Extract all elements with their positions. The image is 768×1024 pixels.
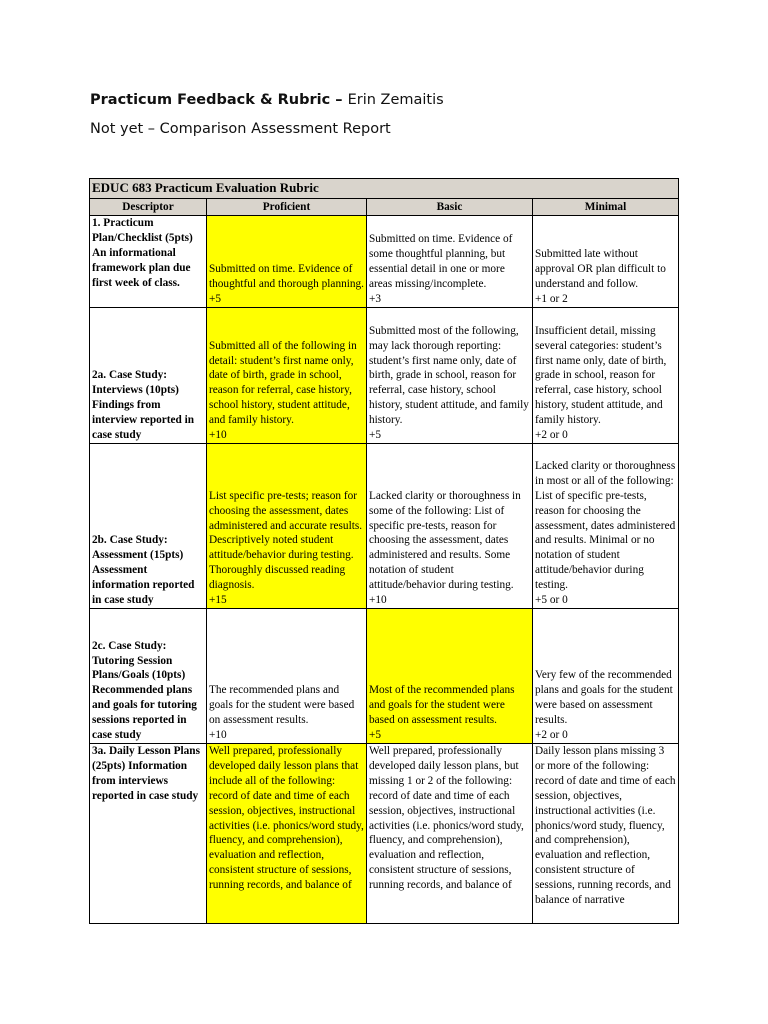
cell-text: Submitted most of the following, may lack thorough reporting: student’s first name only, date of birth, grade in school, reason for referral, case history, school history, student attitude, and family history.	[369, 324, 529, 427]
rubric-table	[89, 178, 679, 924]
cell-text: Well prepared, professionally developed daily lesson plans that include all of the following: record of date and time of each session, objectives, instructional activities (i.e. phonics/word study, fluency, and comprehension), evaluation and reflection, consistent structure of sessions, running records, and balance of	[209, 745, 364, 892]
cell-text: Submitted on time. Evidence of some thoughtful planning, but essential detail in one or more areas missing/incomplete.	[369, 233, 513, 291]
proficient-cell	[207, 308, 367, 444]
cell-text: List specific pre-tests; reason for choosing the assessment, dates administered and accurate results. Descriptively noted student attitude/behavior during testing. Thoroughly discussed reading diagnosis.	[209, 489, 363, 592]
table-row	[90, 216, 679, 308]
cell-text: Very few of the recommended plans and goals for the student were based on assessment results.	[535, 669, 673, 727]
cell-text: Submitted all of the following in detail: student’s first name only, date of birth, grade in school, reason for referral, case history, school history, student attitude, and family history.	[209, 339, 357, 427]
cell-score: +10	[209, 729, 227, 742]
basic-cell	[367, 444, 533, 609]
minimal-cell	[533, 216, 679, 308]
rubric-title: EDUC 683 Practicum Evaluation Rubric	[90, 179, 679, 199]
basic-cell	[367, 308, 533, 444]
minimal-cell	[533, 744, 679, 924]
table-row	[90, 609, 679, 744]
cell-score: +5	[369, 429, 382, 442]
cell-score: +5 or 0	[535, 594, 568, 607]
cell-score: +15	[209, 594, 227, 607]
cell-score: +1 or 2	[535, 293, 568, 306]
basic-cell	[367, 744, 533, 924]
cell-text: Lacked clarity or thoroughness in some of the following: List of specific pre-tests, reason for choosing the assessment, dates administered and results. Some notation of student attitude/behavior during testing.	[369, 489, 521, 592]
cell-score: +10	[369, 594, 387, 607]
cell-text: Daily lesson plans missing 3 or more of the following: record of date and time of each session, objectives, instructional activities (i.e. phonics/word study, fluency, and comprehension), evaluation and reflection, consistent structure of sessions, running records, and balance of narrative	[535, 745, 676, 907]
cell-score: +5	[369, 729, 382, 742]
column-header-proficient: Proficient	[207, 199, 367, 216]
cell-score: +10	[209, 429, 227, 442]
minimal-cell	[533, 308, 679, 444]
cell-score: +2 or 0	[535, 429, 568, 442]
cell-text: Insufficient detail, missing several categories: student’s first name only, date of birth, grade in school, reason for referral, case history, school history, student attitude, and family history.	[535, 324, 667, 427]
page-title	[90, 92, 444, 108]
descriptor-cell: 3a. Daily Lesson Plans (25pts) Information from interviews reported in case study	[90, 744, 207, 924]
page-subtitle: Not yet – Comparison Assessment Report	[90, 121, 391, 137]
cell-score: +5	[209, 293, 222, 306]
descriptor-cell: 2b. Case Study: Assessment (15pts) Assessment information reported in case study	[90, 444, 207, 609]
column-header-descriptor: Descriptor	[90, 199, 207, 216]
column-header-basic: Basic	[367, 199, 533, 216]
table-row	[90, 308, 679, 444]
descriptor-cell: 2a. Case Study: Interviews (10pts) Findings from interview reported in case study	[90, 308, 207, 444]
cell-text: Well prepared, professionally developed daily lesson plans, but missing 1 or 2 of the following: record of date and time of each session, objectives, instructional activities (i.e. phonics/word study, fluency, and comprehension), evaluation and reflection, consistent structure of sessions, running records, and balance of	[369, 745, 524, 892]
minimal-cell	[533, 444, 679, 609]
descriptor-cell: 2c. Case Study: Tutoring Session Plans/Goals (10pts) Recommended plans and goals for tutoring sessions reported in case study	[90, 609, 207, 744]
proficient-cell	[207, 744, 367, 924]
page-title-label: Practicum Feedback & Rubric –	[90, 92, 348, 108]
cell-text: The recommended plans and goals for the student were based on assessment results.	[209, 684, 355, 727]
descriptor-cell: 1. Practicum Plan/Checklist (5pts) An informational framework plan due first week of class.	[90, 216, 207, 308]
cell-text: Submitted on time. Evidence of thoughtful and thorough planning.	[209, 263, 365, 291]
basic-cell	[367, 609, 533, 744]
cell-text: Lacked clarity or thoroughness in most or all of the following: List of specific pre-tests, reason for choosing the assessment, dates administered and results. Minimal or no notation of student attitude/behavior during testing.	[535, 459, 676, 592]
table-row	[90, 744, 679, 924]
cell-text: Most of the recommended plans and goals for the student were based on assessment results.	[369, 684, 515, 727]
cell-text: Submitted late without approval OR plan difficult to understand and follow.	[535, 248, 666, 291]
proficient-cell	[207, 444, 367, 609]
cell-score: +3	[369, 293, 382, 306]
table-row	[90, 444, 679, 609]
cell-score: +2 or 0	[535, 729, 568, 742]
basic-cell	[367, 216, 533, 308]
student-name: Erin Zemaitis	[347, 92, 444, 108]
proficient-cell	[207, 609, 367, 744]
rubric-header-row	[90, 199, 679, 216]
minimal-cell	[533, 609, 679, 744]
column-header-minimal: Minimal	[533, 199, 679, 216]
proficient-cell	[207, 216, 367, 308]
